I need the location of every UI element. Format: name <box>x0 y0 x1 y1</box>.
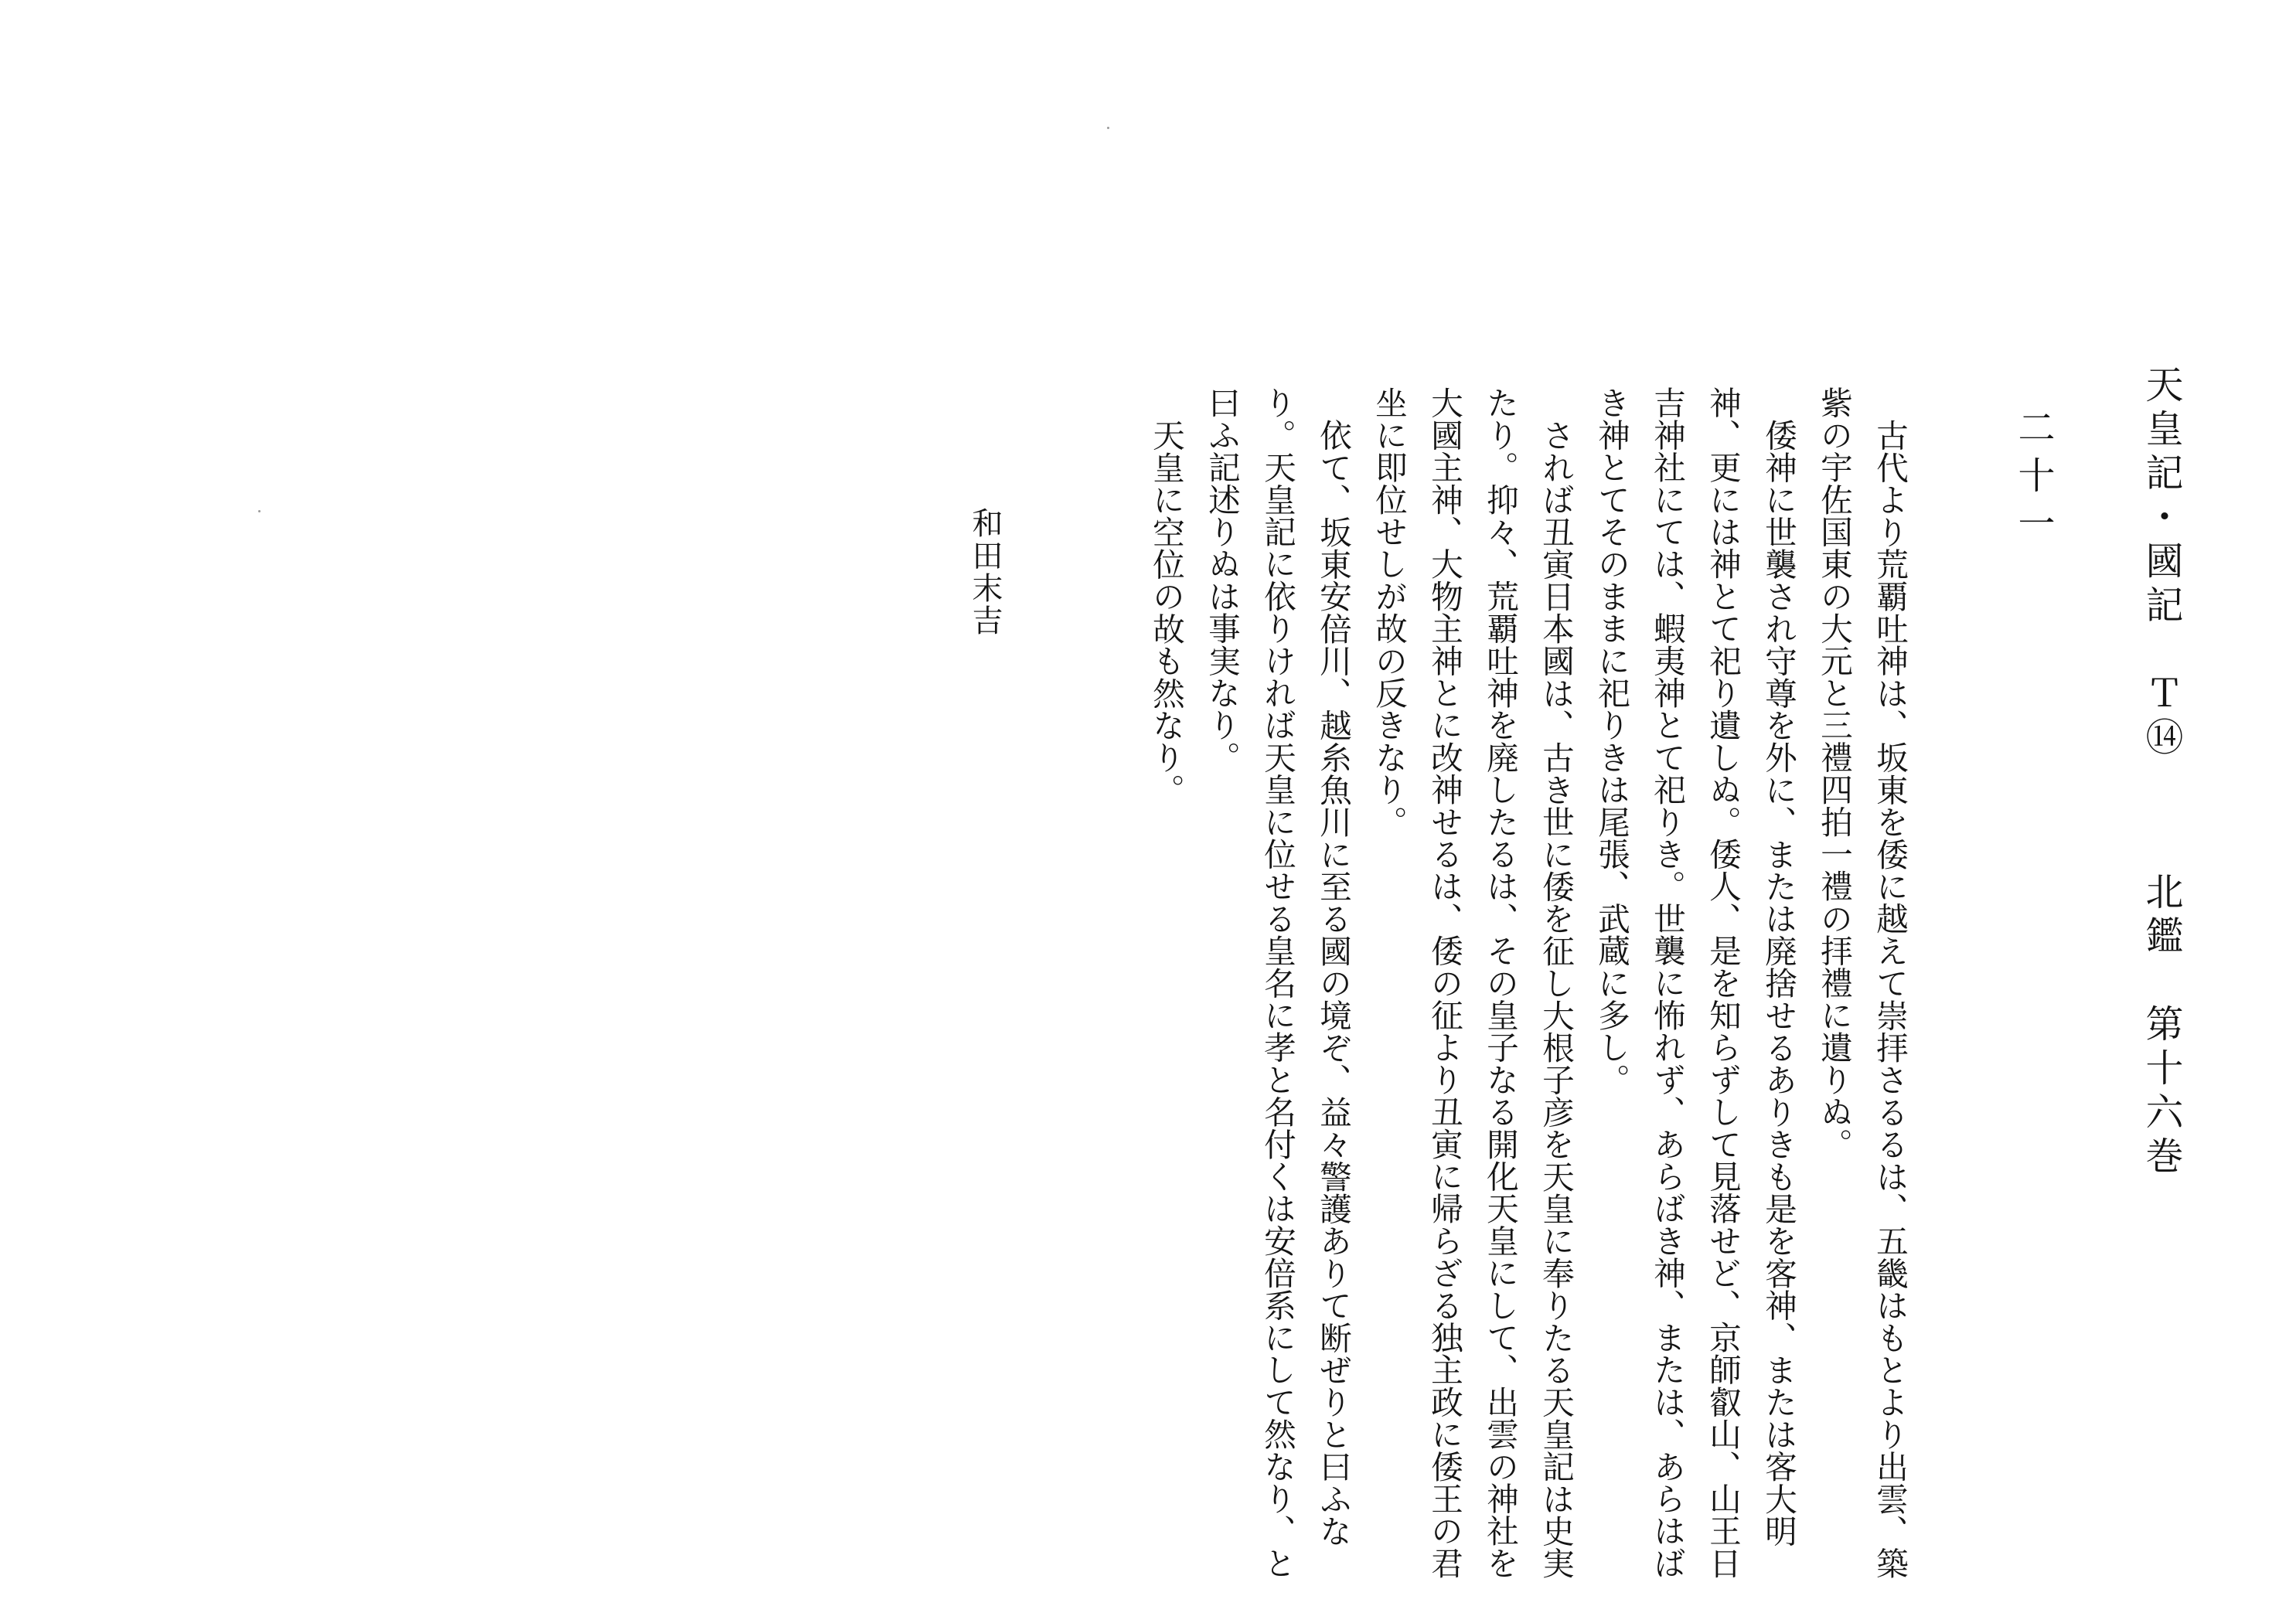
paragraph-5: 天皇に空位の故も然なり。 <box>1147 418 1185 806</box>
header-volume: 北鑑 第十六巻 <box>2140 872 2184 1180</box>
paragraph-3: されば丑寅日本國は、古き世に倭を征し大根子彦を天皇に奉りたる天皇記は史実たり。抑々、荒覇吐神を廃したるは、その皇子なる開化天皇にして、出雲の神社を大國主神、大物主神とに改神せるは、倭の征より丑寅に帰らざる独主政に倭王の君坐に即位せしが故の反きなり。 <box>1370 386 1575 1579</box>
scan-speck <box>258 510 261 512</box>
header-title: 天皇記・國記 Ｔ⑭ <box>2140 365 2184 761</box>
author-name: 和田末吉 <box>967 507 1003 637</box>
paragraph-4: 依て、坂東安倍川、越糸魚川に至る國の境ぞ、益々警護ありて断ぜりと曰ふなり。天皇記に依りければ天皇に位せる皇名に孝と名付くは安倍系にして然なり、と曰ふ記述りぬは事実なり。 <box>1203 386 1352 1579</box>
body-text <box>1144 386 1917 1592</box>
paragraph-2: 倭神に世襲され守尊を外に、または廃捨せるありきも是を客神、または客大明神、更には神とて祀り遺しぬ。倭人、是を知らずして見落せど、京師叡山、山王日吉神社にては、蝦夷神とて祀りき。世襲に怖れず、あらばき神、または、あらはばき神とてそのままに祀りきは尾張、武蔵に多し。 <box>1593 386 1797 1579</box>
scan-speck <box>1107 127 1109 129</box>
page-number: 二十一 <box>2012 408 2055 552</box>
paragraph-1: 古代より荒覇吐神は、坂東を倭に越えて崇拝さるるは、五畿はもとより出雲、築紫の宇佐国東の大元と三禮四拍一禮の拝禮に遺りぬ。 <box>1815 386 1909 1579</box>
